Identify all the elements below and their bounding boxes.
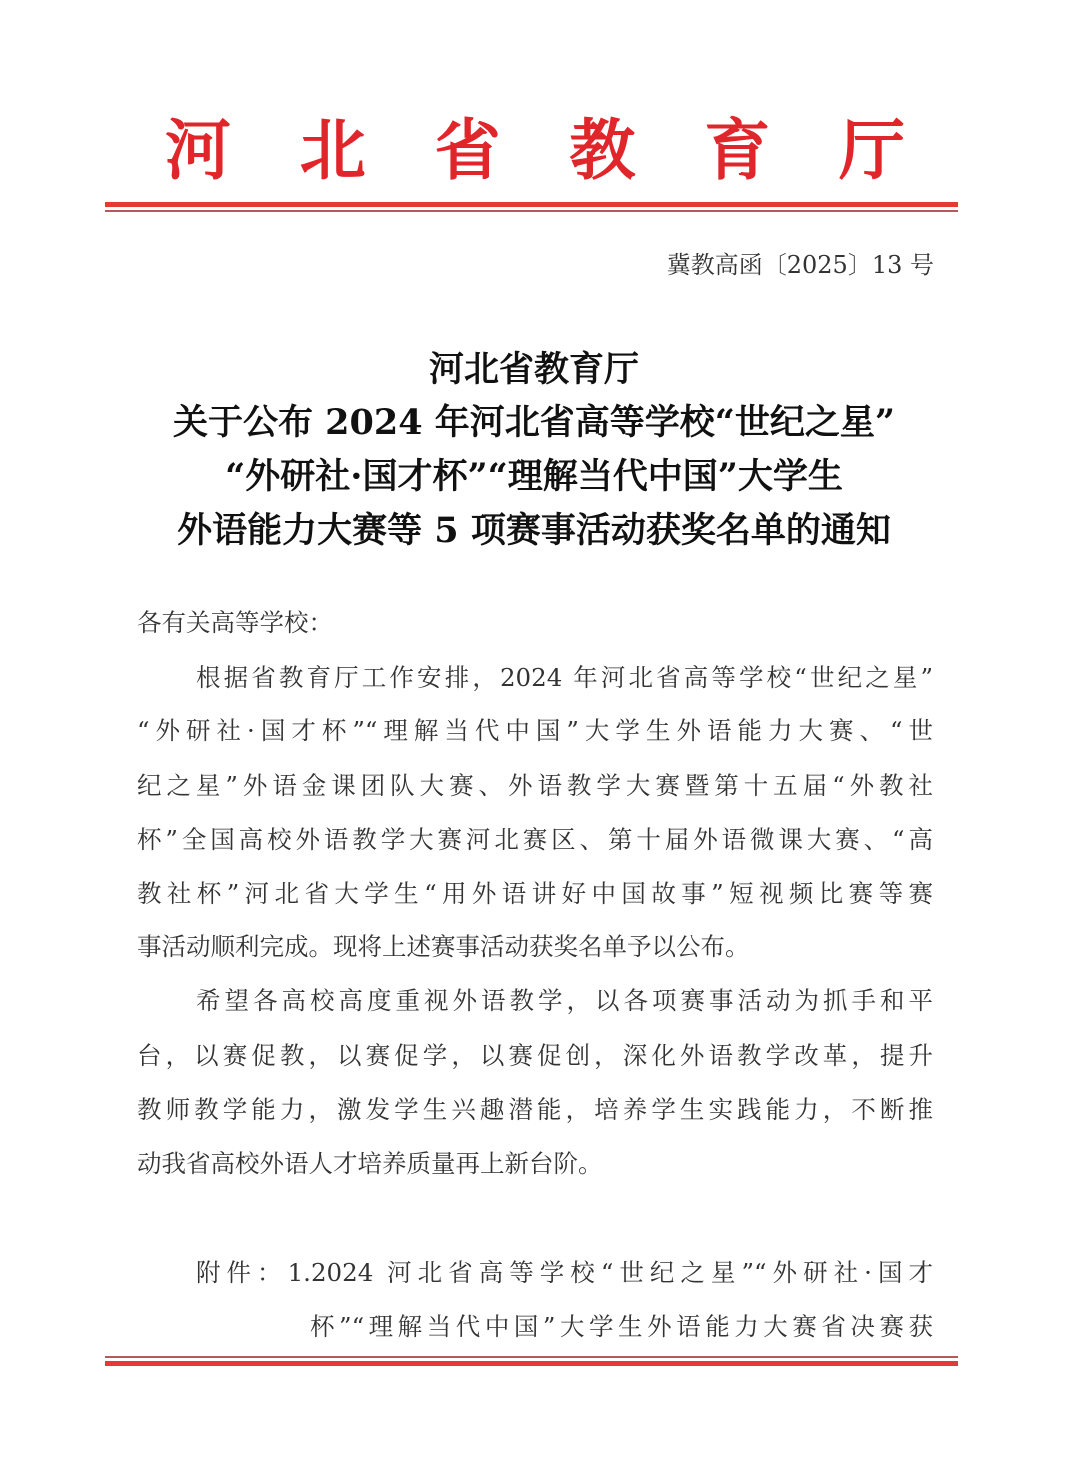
body-line: 根据省教育厅工作安排，2024 年河北省高等学校“世纪之星” <box>196 663 933 692</box>
letterhead-char: 育 <box>704 111 771 189</box>
title-line: 关于公布 2024 年河北省高等学校“世纪之星” <box>172 402 896 443</box>
letterhead-char: 北 <box>299 111 366 189</box>
document-number: 冀教高函〔2025〕13 号 <box>666 251 934 279</box>
attachment-line: 附件：1.2024 河北省高等学校“世纪之星”“外研社·国才 <box>196 1258 933 1287</box>
footer-red-rule-thin <box>105 1356 958 1358</box>
title-line: “外研社·国才杯”“理解当代中国”大学生 <box>225 456 843 497</box>
body-line: 教师教学能力，激发学生兴趣潜能，培养学生实践能力，不断推 <box>137 1095 933 1124</box>
header-red-rule-thin <box>105 210 958 212</box>
attachment-line: 杯”“理解当代中国”大学生外语能力大赛省决赛获 <box>310 1312 933 1341</box>
letterhead-char: 教 <box>569 111 636 189</box>
letterhead-title <box>165 110 905 190</box>
body-line: 杯”全国高校外语教学大赛河北赛区、第十届外语微课大赛、“高 <box>137 825 933 854</box>
body-line: 希望各高校高度重视外语教学，以各项赛事活动为抓手和平 <box>196 986 933 1015</box>
footer-red-rule-thick <box>105 1361 958 1366</box>
body-line: 教社杯”河北省大学生“用外语讲好中国故事”短视频比赛等赛 <box>137 879 933 908</box>
body-line: “外研社·国才杯”“理解当代中国”大学生外语能力大赛、“世 <box>137 716 933 745</box>
body-line: 台，以赛促教，以赛促学，以赛促创，深化外语教学改革，提升 <box>137 1041 933 1070</box>
body-line: 动我省高校外语人才培养质量再上新台阶。 <box>137 1149 603 1178</box>
title-line: 河北省教育厅 <box>428 349 639 390</box>
salutation: 各有关高等学校： <box>137 608 333 637</box>
title-line: 外语能力大赛等 5 项赛事活动获奖名单的通知 <box>177 510 891 551</box>
letterhead-char: 省 <box>434 111 501 189</box>
body-line: 事活动顺利完成。现将上述赛事活动获奖名单予以公布。 <box>137 932 750 961</box>
header-red-rule-thick <box>105 202 958 207</box>
letterhead-char: 河 <box>165 111 231 189</box>
body-line: 纪之星”外语金课团队大赛、外语教学大赛暨第十五届“外教社 <box>137 771 933 800</box>
letterhead-char: 厅 <box>838 111 905 189</box>
